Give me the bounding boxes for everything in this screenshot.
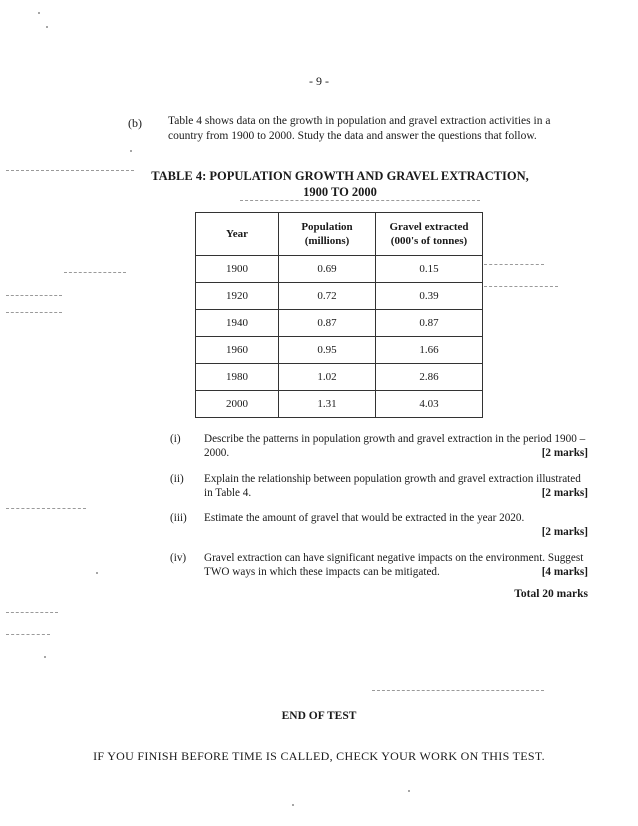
scan-artifact [96,572,98,574]
finish-note: IF YOU FINISH BEFORE TIME IS CALLED, CHECK YOUR WORK ON THIS TEST. [93,749,545,763]
table-title-line2: 1900 TO 2000 [303,185,377,199]
intro-paragraph: Table 4 shows data on the growth in population and gravel extraction activities in a country from 1900 to 2000. Study the data and answer the questions that follow. [168,115,551,142]
table-header-row [196,213,483,256]
cell-year: 1960 [196,337,279,364]
question-iii [170,511,588,539]
cell-gravel: 0.39 [376,283,483,310]
table-row [196,364,483,391]
scan-artifact [130,150,132,152]
cell-year: 2000 [196,391,279,418]
scan-artifact [484,264,544,265]
table-row [196,256,483,283]
question-ii [170,472,588,500]
cell-population: 1.31 [279,391,376,418]
question-marks: [4 marks] [541,566,588,578]
scan-artifact [484,286,558,287]
question-marks: [2 marks] [541,526,588,538]
scan-artifact [6,295,62,296]
table-row [196,391,483,418]
scan-artifact [6,312,62,313]
header-population: Population (millions) [279,213,376,256]
scan-artifact [46,26,48,28]
header-year: Year [196,213,279,256]
end-of-test: END OF TEST [281,710,357,722]
cell-population: 0.95 [279,337,376,364]
question-text: Explain the relationship between population growth and gravel extraction illustrated in Table 4. [204,473,581,499]
cell-year: 1940 [196,310,279,337]
scan-artifact [6,170,134,171]
question-number: (i) [170,433,181,445]
question-iv [170,551,588,579]
table-row [196,337,483,364]
cell-gravel: 0.15 [376,256,483,283]
table-row [196,310,483,337]
question-text: Estimate the amount of gravel that would be extracted in the year 2020. [204,512,525,524]
cell-gravel: 4.03 [376,391,483,418]
scan-artifact [408,790,410,792]
page-number: - 9 - [309,74,329,88]
table-title [140,168,540,200]
data-table [195,212,483,418]
cell-population: 0.69 [279,256,376,283]
question-number: (ii) [170,473,184,485]
cell-population: 0.87 [279,310,376,337]
scan-artifact [292,804,294,806]
question-marks: [2 marks] [541,487,588,499]
cell-year: 1980 [196,364,279,391]
question-marks: [2 marks] [541,447,588,459]
cell-gravel: 1.66 [376,337,483,364]
question-text: Gravel extraction can have significant negative impacts on the environment. Suggest TWO ways in which these impacts can be mitigated. [204,552,584,578]
scan-artifact [64,272,126,273]
scan-artifact [6,612,58,613]
scan-artifact [372,690,544,691]
scan-artifact [240,200,480,201]
scan-artifact [38,12,40,14]
cell-year: 1900 [196,256,279,283]
total-marks: Total 20 marks [514,588,588,600]
part-label: (b) [128,116,142,130]
scan-artifact [44,656,46,658]
question-i [170,432,588,460]
cell-gravel: 2.86 [376,364,483,391]
table-row [196,283,483,310]
scan-artifact [6,508,86,509]
table-title-line1: TABLE 4: POPULATION GROWTH AND GRAVEL EXTRACTION, [151,169,529,183]
question-number: (iv) [170,552,187,564]
scan-artifact [6,634,50,635]
question-text: Describe the patterns in population growth and gravel extraction in the period 1900 – 2000. [204,433,586,459]
cell-population: 0.72 [279,283,376,310]
header-gravel: Gravel extracted (000's of tonnes) [376,213,483,256]
cell-year: 1920 [196,283,279,310]
question-number: (iii) [170,512,187,524]
cell-population: 1.02 [279,364,376,391]
cell-gravel: 0.87 [376,310,483,337]
